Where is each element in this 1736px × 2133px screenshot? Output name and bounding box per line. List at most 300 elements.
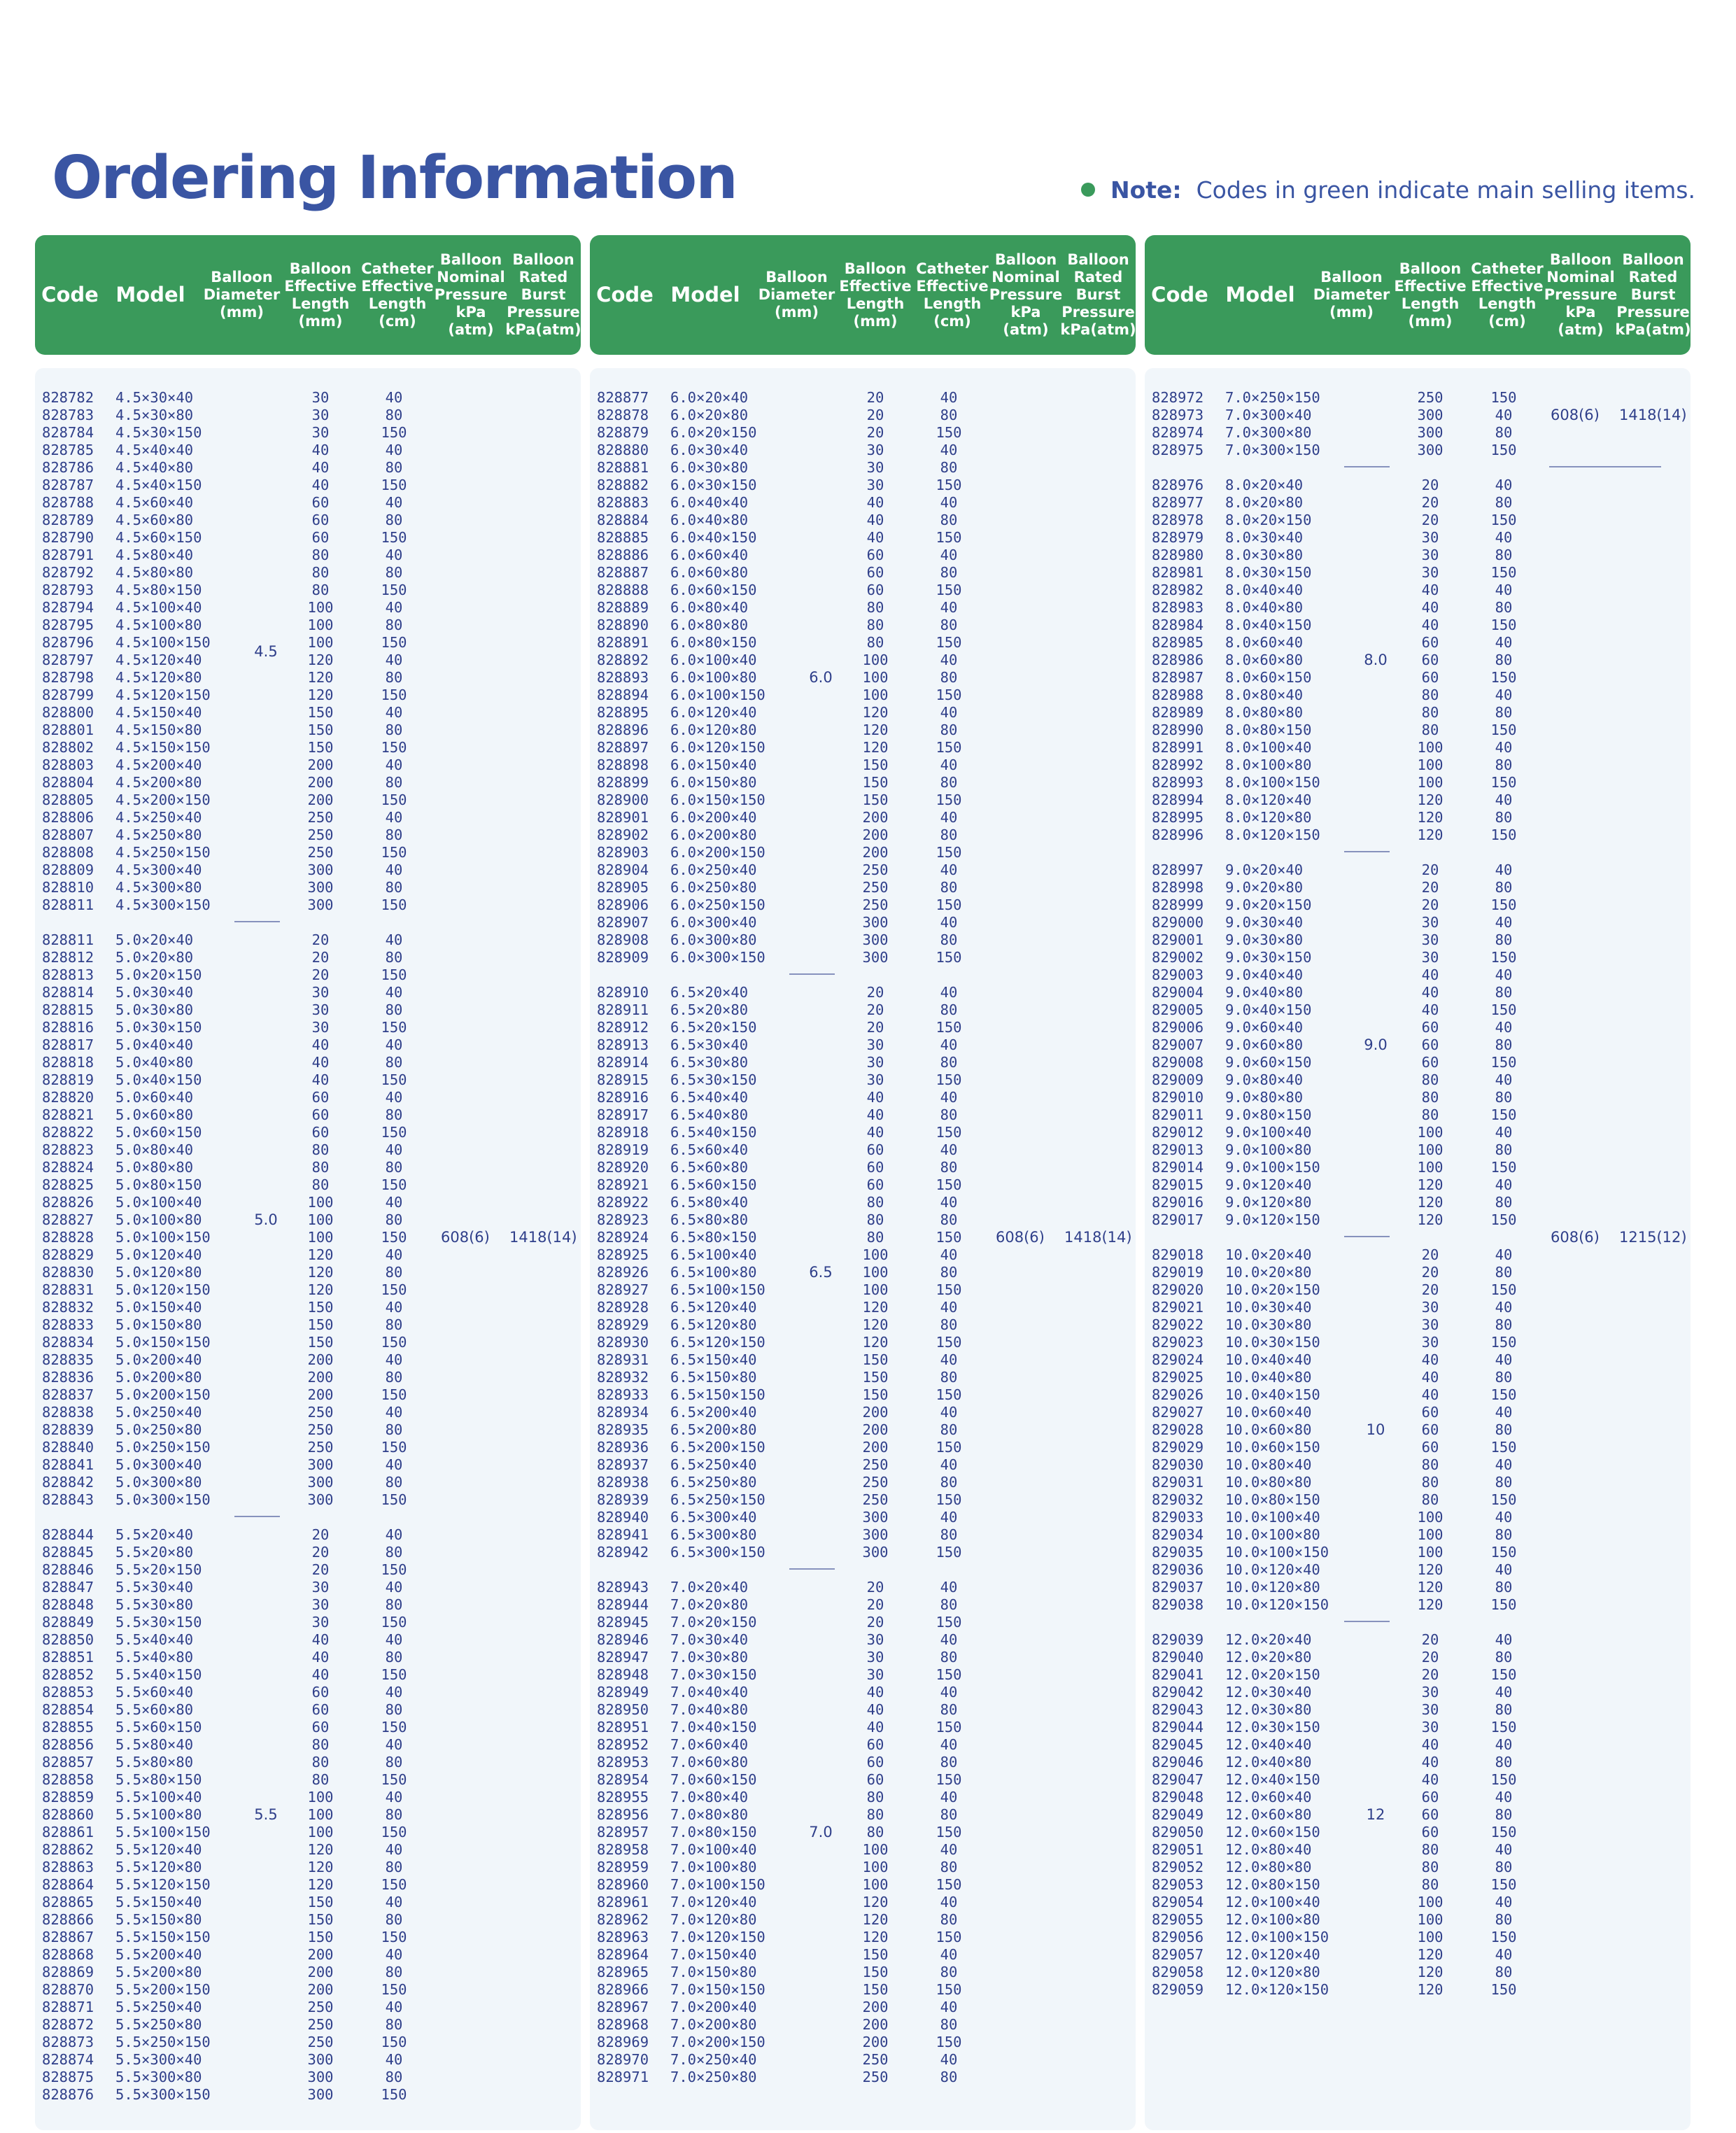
catheter-length: 80	[1495, 1474, 1513, 1491]
group-gap	[1145, 1229, 1691, 1246]
balloon-length: 40	[1421, 1369, 1439, 1386]
catheter-length: 80	[385, 1596, 403, 1613]
table-row	[590, 1159, 1136, 1176]
table-row	[35, 1666, 581, 1684]
catheter-length: 40	[1495, 1351, 1513, 1368]
catheter-length: 40	[1495, 529, 1513, 546]
table-row	[1145, 1316, 1691, 1334]
catheter-length: 150	[1490, 1159, 1517, 1176]
catheter-length: 80	[940, 617, 958, 633]
header-nominal: Balloon Nominal Pressure kPa (atm)	[434, 251, 508, 338]
product-code: 828969	[597, 2034, 649, 2050]
model: 10.0×60×40	[1225, 1404, 1312, 1421]
model: 6.0×80×40	[670, 599, 749, 616]
model: 5.0×20×80	[115, 949, 194, 966]
catheter-length: 80	[940, 512, 958, 528]
product-code: 828941	[597, 1526, 649, 1543]
product-code: 828846	[42, 1561, 94, 1578]
product-code: 829018	[1152, 1246, 1204, 1263]
product-code: 828914	[597, 1054, 649, 1071]
catheter-length: 150	[936, 1281, 962, 1298]
balloon-length: 100	[1417, 1141, 1444, 1158]
table-row	[590, 1019, 1136, 1036]
product-code: 828886	[597, 547, 649, 563]
model: 6.5×200×40	[670, 1404, 757, 1421]
product-code: 828875	[42, 2069, 94, 2085]
header-model: Model	[1225, 283, 1295, 307]
table-row	[35, 1211, 581, 1229]
catheter-length: 150	[936, 477, 962, 493]
catheter-length: 80	[1495, 652, 1513, 668]
product-code: 829029	[1152, 1439, 1204, 1456]
balloon-length: 60	[1421, 1404, 1439, 1421]
table-row	[35, 1036, 581, 1054]
balloon-length: 300	[1417, 442, 1444, 458]
model: 12.0×20×80	[1225, 1649, 1312, 1666]
product-code: 829058	[1152, 1964, 1204, 1980]
product-code: 829020	[1152, 1281, 1204, 1298]
model: 6.0×40×40	[670, 494, 749, 511]
model: 12.0×80×40	[1225, 1841, 1312, 1858]
table-row	[590, 1491, 1136, 1509]
table-row	[1145, 1561, 1691, 1579]
balloon-length: 100	[1417, 1526, 1444, 1543]
product-code: 829024	[1152, 1351, 1204, 1368]
balloon-length: 60	[1421, 1036, 1439, 1053]
balloon-length: 80	[1421, 687, 1439, 703]
model: 7.0×20×40	[670, 1579, 749, 1596]
balloon-length: 150	[862, 1964, 889, 1980]
balloon-length: 60	[1421, 1789, 1439, 1805]
catheter-length: 40	[1495, 1631, 1513, 1648]
table-row	[590, 896, 1136, 914]
product-code: 829042	[1152, 1684, 1204, 1701]
table-row	[1145, 1439, 1691, 1456]
table-row	[590, 844, 1136, 861]
catheter-length: 40	[1495, 1736, 1513, 1753]
balloon-length: 300	[862, 1544, 889, 1561]
product-code: 828965	[597, 1964, 649, 1980]
balloon-length: 200	[862, 1421, 889, 1438]
catheter-length: 80	[1495, 931, 1513, 948]
catheter-length: 80	[940, 1701, 958, 1718]
table-row	[1145, 442, 1691, 459]
table-row	[35, 1089, 581, 1106]
table-row	[35, 1439, 581, 1456]
model: 9.0×60×40	[1225, 1019, 1304, 1036]
model: 5.0×120×150	[115, 1281, 211, 1298]
product-code: 828889	[597, 599, 649, 616]
product-code: 829000	[1152, 914, 1204, 931]
product-code: 829039	[1152, 1631, 1204, 1648]
balloon-length: 60	[866, 1754, 884, 1771]
table-row	[35, 1824, 581, 1841]
table-row	[590, 1771, 1136, 1789]
balloon-length: 100	[307, 617, 334, 633]
table-row	[35, 1194, 581, 1211]
balloon-length: 300	[862, 1509, 889, 1526]
catheter-length: 150	[1490, 1876, 1517, 1893]
balloon-length: 40	[311, 1666, 330, 1683]
balloon-length: 120	[862, 704, 889, 721]
balloon-length: 250	[307, 1404, 334, 1421]
product-code: 828843	[42, 1491, 94, 1508]
catheter-length: 40	[940, 1999, 958, 2015]
catheter-length: 150	[936, 1771, 962, 1788]
catheter-length: 150	[936, 1544, 962, 1561]
table-row	[35, 1176, 581, 1194]
product-code: 828970	[597, 2051, 649, 2068]
catheter-length: 80	[940, 1649, 958, 1666]
table-row	[35, 1561, 581, 1579]
product-code: 828860	[42, 1806, 94, 1823]
table-row	[590, 2016, 1136, 2034]
table-row	[35, 1544, 581, 1561]
model: 4.5×200×40	[115, 756, 202, 773]
balloon-length: 250	[307, 1439, 334, 1456]
product-code: 828947	[597, 1649, 649, 1666]
catheter-length: 150	[381, 1124, 407, 1141]
product-code: 829057	[1152, 1946, 1204, 1963]
product-code: 828901	[597, 809, 649, 826]
product-code: 828789	[42, 512, 94, 528]
table-row	[590, 1124, 1136, 1141]
balloon-length: 80	[311, 1159, 330, 1176]
product-code: 828838	[42, 1404, 94, 1421]
model: 8.0×80×150	[1225, 721, 1312, 738]
product-code: 828892	[597, 652, 649, 668]
product-code: 828954	[597, 1771, 649, 1788]
product-code: 828897	[597, 739, 649, 756]
catheter-length: 150	[381, 1176, 407, 1193]
balloon-length: 80	[311, 1771, 330, 1788]
catheter-length: 40	[385, 1841, 403, 1858]
catheter-length: 40	[385, 2051, 403, 2068]
balloon-length: 20	[1421, 861, 1439, 878]
model: 4.5×300×40	[115, 861, 202, 878]
model: 8.0×120×40	[1225, 791, 1312, 808]
catheter-length: 150	[936, 739, 962, 756]
balloon-length: 150	[862, 1981, 889, 1998]
model: 10.0×120×80	[1225, 1579, 1320, 1596]
product-code: 829022	[1152, 1316, 1204, 1333]
balloon-length: 30	[866, 1666, 884, 1683]
catheter-length: 80	[385, 1806, 403, 1823]
balloon-length: 100	[1417, 1124, 1444, 1141]
model: 9.0×20×80	[1225, 879, 1304, 896]
table-row	[590, 1404, 1136, 1421]
table-row	[590, 547, 1136, 564]
balloon-length: 30	[1421, 1299, 1439, 1316]
model: 6.0×300×150	[670, 949, 765, 966]
product-code: 828804	[42, 774, 94, 791]
product-code: 829019	[1152, 1264, 1204, 1281]
model: 5.0×120×40	[115, 1246, 202, 1263]
catheter-length: 40	[385, 1684, 403, 1701]
balloon-length: 100	[862, 652, 889, 668]
table-row	[590, 1596, 1136, 1614]
balloon-length: 100	[307, 599, 334, 616]
product-code: 829056	[1152, 1929, 1204, 1945]
balloon-length: 300	[862, 914, 889, 931]
balloon-length: 30	[1421, 564, 1439, 581]
model: 10.0×60×150	[1225, 1439, 1320, 1456]
balloon-length: 20	[866, 1596, 884, 1613]
balloon-length: 120	[307, 1841, 334, 1858]
model: 9.0×100×150	[1225, 1159, 1320, 1176]
catheter-length: 150	[936, 1386, 962, 1403]
product-code: 828891	[597, 634, 649, 651]
product-code: 829033	[1152, 1509, 1204, 1526]
product-code: 829016	[1152, 1194, 1204, 1211]
catheter-length: 40	[1495, 407, 1513, 423]
model: 8.0×20×80	[1225, 494, 1304, 511]
model: 5.5×120×40	[115, 1841, 202, 1858]
table-row	[1145, 914, 1691, 931]
product-code: 828861	[42, 1824, 94, 1840]
table-row	[590, 1911, 1136, 1929]
catheter-length: 80	[385, 879, 403, 896]
model: 4.5×40×80	[115, 459, 194, 476]
green-dot-icon	[1081, 183, 1095, 197]
model: 5.0×120×80	[115, 1264, 202, 1281]
model: 12.0×60×150	[1225, 1824, 1320, 1840]
balloon-length: 120	[1417, 1211, 1444, 1228]
product-code: 828971	[597, 2069, 649, 2085]
model: 7.0×120×150	[670, 1929, 765, 1945]
balloon-length: 250	[307, 1999, 334, 2015]
header-catheter: Catheter Effective Length (cm)	[361, 260, 434, 330]
product-code: 828872	[42, 2016, 94, 2033]
table-row	[35, 1806, 581, 1824]
balloon-length: 60	[311, 529, 330, 546]
table-row	[35, 1421, 581, 1439]
header-catheter: Catheter Effective Length (cm)	[916, 260, 989, 330]
table-row	[1145, 1754, 1691, 1771]
catheter-length: 80	[940, 1421, 958, 1438]
table-row	[35, 1264, 581, 1281]
table-row	[35, 826, 581, 844]
model: 7.0×100×150	[670, 1876, 765, 1893]
product-code: 828840	[42, 1439, 94, 1456]
balloon-length: 60	[1421, 1054, 1439, 1071]
balloon-length: 80	[1421, 1456, 1439, 1473]
catheter-length: 80	[940, 1264, 958, 1281]
balloon-length: 100	[307, 1229, 334, 1246]
product-code: 829055	[1152, 1911, 1204, 1928]
catheter-length: 80	[385, 1474, 403, 1491]
balloon-length: 30	[1421, 1684, 1439, 1701]
catheter-length: 40	[385, 599, 403, 616]
model: 5.5×80×40	[115, 1736, 194, 1753]
product-code: 828799	[42, 687, 94, 703]
group-gap	[1145, 459, 1691, 477]
product-code: 828985	[1152, 634, 1204, 651]
table-row	[1145, 1491, 1691, 1509]
model: 12.0×30×150	[1225, 1719, 1320, 1736]
catheter-length: 150	[381, 2034, 407, 2050]
table-row	[1145, 669, 1691, 687]
table-row	[35, 1386, 581, 1404]
table-row	[590, 1229, 1136, 1246]
product-code: 828962	[597, 1911, 649, 1928]
product-code: 829006	[1152, 1019, 1204, 1036]
table-row	[35, 1946, 581, 1964]
product-code: 828863	[42, 1859, 94, 1875]
balloon-length: 20	[1421, 879, 1439, 896]
catheter-length: 80	[1495, 1194, 1513, 1211]
catheter-length: 80	[940, 1859, 958, 1875]
catheter-length: 40	[1495, 582, 1513, 598]
product-code: 828803	[42, 756, 94, 773]
product-code: 829043	[1152, 1701, 1204, 1718]
table-row	[35, 1351, 581, 1369]
product-code: 828841	[42, 1456, 94, 1473]
balloon-length: 120	[307, 1264, 334, 1281]
model: 8.0×30×80	[1225, 547, 1304, 563]
table-row	[35, 1841, 581, 1859]
balloon-length: 250	[862, 896, 889, 913]
catheter-length: 150	[381, 582, 407, 598]
catheter-length: 80	[940, 2016, 958, 2033]
catheter-length: 150	[381, 739, 407, 756]
table-row	[590, 1841, 1136, 1859]
model: 5.5×100×40	[115, 1789, 202, 1805]
catheter-length: 40	[385, 442, 403, 458]
ordering-table-2	[590, 235, 1136, 2085]
model: 9.0×80×40	[1225, 1071, 1304, 1088]
header-length: Balloon Effective Length (mm)	[284, 260, 357, 330]
product-code: 828784	[42, 424, 94, 441]
balloon-length: 30	[866, 442, 884, 458]
product-code: 828937	[597, 1456, 649, 1473]
model: 6.5×100×80	[670, 1264, 757, 1281]
balloon-diameter: 6.0	[809, 669, 833, 686]
diameter-separator	[789, 973, 835, 975]
balloon-length: 120	[307, 652, 334, 668]
model: 7.0×30×80	[670, 1649, 749, 1666]
product-code: 829008	[1152, 1054, 1204, 1071]
model: 5.0×80×40	[115, 1141, 194, 1158]
model: 6.5×200×80	[670, 1421, 757, 1438]
table-row	[590, 1754, 1136, 1771]
catheter-length: 80	[385, 1911, 403, 1928]
model: 5.5×30×80	[115, 1596, 194, 1613]
catheter-length: 80	[1495, 1141, 1513, 1158]
table-row	[35, 1526, 581, 1544]
catheter-length: 40	[385, 861, 403, 878]
catheter-length: 40	[940, 1036, 958, 1053]
product-code: 828992	[1152, 756, 1204, 773]
model: 6.0×250×150	[670, 896, 765, 913]
catheter-length: 150	[936, 1124, 962, 1141]
balloon-length: 80	[311, 582, 330, 598]
balloon-diameter: 12	[1366, 1806, 1385, 1823]
balloon-length: 60	[866, 582, 884, 598]
table-row	[590, 1859, 1136, 1876]
table-row	[35, 634, 581, 652]
balloon-length: 100	[1417, 1544, 1444, 1561]
model: 6.5×150×150	[670, 1386, 765, 1403]
model: 6.0×30×80	[670, 459, 749, 476]
header-code: Code	[1151, 283, 1208, 307]
catheter-length: 80	[940, 1211, 958, 1228]
model: 4.5×250×80	[115, 826, 202, 843]
balloon-length: 80	[866, 634, 884, 651]
table-row	[1145, 826, 1691, 844]
diameter-separator	[789, 1568, 835, 1570]
table-row	[35, 1911, 581, 1929]
table-row	[590, 1999, 1136, 2016]
balloon-length: 30	[1421, 1701, 1439, 1718]
balloon-diameter: 9.0	[1364, 1036, 1388, 1053]
product-code: 828946	[597, 1631, 649, 1648]
product-code: 828854	[42, 1701, 94, 1718]
table-row	[1145, 582, 1691, 599]
balloon-length: 40	[1421, 1754, 1439, 1771]
product-code: 829005	[1152, 1001, 1204, 1018]
product-code: 828813	[42, 966, 94, 983]
table-row	[35, 1999, 581, 2016]
model: 12.0×120×40	[1225, 1946, 1320, 1963]
balloon-length: 20	[311, 949, 330, 966]
catheter-length: 40	[1495, 1561, 1513, 1578]
table-row	[1145, 756, 1691, 774]
product-code: 828924	[597, 1229, 649, 1246]
ordering-table-3	[1145, 235, 1691, 1998]
table-row	[590, 1579, 1136, 1596]
balloon-length: 30	[1421, 1316, 1439, 1333]
product-code: 828918	[597, 1124, 649, 1141]
model: 8.0×60×150	[1225, 669, 1312, 686]
table-body	[35, 368, 581, 2130]
balloon-length: 80	[311, 547, 330, 563]
table-row	[1145, 1824, 1691, 1841]
rated-burst-pressure: 1215(12)	[1619, 1229, 1687, 1246]
balloon-length: 30	[1421, 1719, 1439, 1736]
catheter-length: 150	[1490, 564, 1517, 581]
model: 12.0×40×150	[1225, 1771, 1320, 1788]
model: 5.0×30×150	[115, 1019, 202, 1036]
catheter-length: 40	[940, 1894, 958, 1910]
model: 5.5×250×40	[115, 1999, 202, 2015]
model: 6.0×250×80	[670, 879, 757, 896]
product-code: 828877	[597, 389, 649, 406]
table-row	[590, 1684, 1136, 1701]
product-code: 828960	[597, 1876, 649, 1893]
product-code: 828849	[42, 1614, 94, 1631]
balloon-length: 40	[1421, 1771, 1439, 1788]
balloon-length: 60	[1421, 1824, 1439, 1840]
balloon-length: 30	[866, 477, 884, 493]
balloon-length: 250	[862, 879, 889, 896]
balloon-length: 40	[311, 1071, 330, 1088]
product-code: 828922	[597, 1194, 649, 1211]
table-row	[1145, 652, 1691, 669]
balloon-length: 60	[311, 1701, 330, 1718]
table-row	[35, 1771, 581, 1789]
product-code: 828842	[42, 1474, 94, 1491]
model: 7.0×250×150	[1225, 389, 1320, 406]
table-row	[590, 1194, 1136, 1211]
model: 5.0×250×150	[115, 1439, 211, 1456]
balloon-length: 100	[862, 1859, 889, 1875]
model: 7.0×150×150	[670, 1981, 765, 1998]
balloon-length: 100	[862, 669, 889, 686]
table-row	[590, 1631, 1136, 1649]
table-row	[1145, 1596, 1691, 1614]
model: 8.0×80×40	[1225, 687, 1304, 703]
